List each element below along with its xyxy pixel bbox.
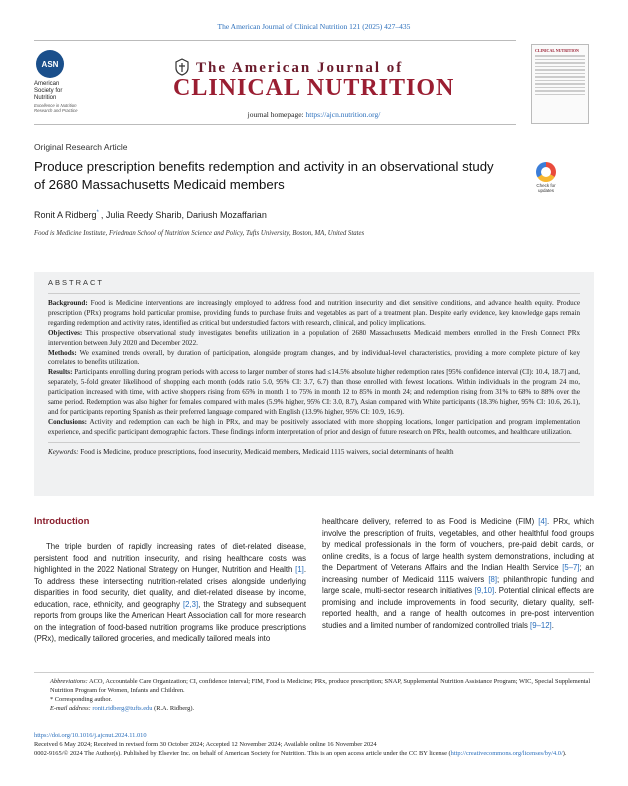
citation-link[interactable]: [2,3]	[182, 599, 199, 609]
journal-name-line1: The American Journal of	[196, 60, 404, 76]
copyright-notice: 0002-9165/© 2024 The Author(s). Published by Elsevier Inc. on behalf of American Society for Nutrition. This is an open access article under the CC BY license (http://creativecommons.org/licenses/by/4.0/).	[34, 750, 567, 757]
license-link[interactable]: http://creativecommons.org/licenses/by/4.0/	[450, 750, 563, 757]
intro-paragraph-1: The triple burden of rapidly increasing rates of diet-related disease, persistent food and nutrition insecurity, and rising healthcare costs was highlighted in the 2022 National Strategy on Hunger, Nutrition and Health [1]. To address these intersecting nutrition-related crises alongside underlying disparities in food security, diet quality, and diet-related disease by income, education, race, ethnicity, and geography [2,3], the Strategy and subsequent reports from groups like the American Heart Association call for more research on the integration of food-based nutrition programs like produce prescriptions (PRx), medically tailored groceries, and medically tailored meals into	[34, 542, 306, 643]
cover-line	[535, 90, 585, 92]
journal-cover-thumbnail[interactable]	[531, 44, 589, 124]
check-updates-icon	[536, 162, 556, 182]
corresponding-author-note: * Corresponding author.	[50, 696, 112, 703]
abstract-heading: ABSTRACT	[48, 278, 580, 294]
journal-name-line2: CLINICAL NUTRITION	[173, 75, 455, 101]
asn-logo-mark: ASN	[36, 50, 64, 78]
body-column-right	[322, 516, 594, 631]
cover-line	[535, 94, 585, 96]
abstract-keywords: Keywords: Food is Medicine, produce prescriptions, food insecurity, Medicaid members, Medicaid 1115 waivers, social determinants of health	[48, 442, 580, 457]
citation-link[interactable]: [4]	[538, 517, 547, 526]
body-column-left	[34, 516, 306, 645]
citation-link[interactable]: [9,10]	[474, 586, 495, 595]
abstract-conclusions: Conclusions: Activity and redemption can each be high in PRx, and may be positively associated with more shopping locations, longer participation and program implementation experience, and specific participant demographic factors. These findings inform interpretation of prior and design of future research on PRx, health outcomes, and healthcare utilization.	[48, 417, 580, 436]
cover-line	[535, 55, 585, 57]
cover-line	[535, 83, 585, 85]
journal-citation[interactable]: The American Journal of Clinical Nutrition 121 (2025) 427–435	[217, 22, 411, 31]
cover-line	[535, 69, 585, 71]
cover-line	[535, 62, 585, 64]
cover-line	[535, 66, 585, 68]
email-footnote: E-mail address: ronit.ridberg@tufts.edu (R.A. Ridberg).	[50, 705, 195, 712]
cover-line	[535, 76, 585, 78]
citation-link[interactable]: [5–7]	[562, 563, 580, 572]
homepage-label: journal homepage:	[247, 110, 306, 119]
publication-info	[34, 731, 594, 758]
abstract-methods: Methods: We examined trends overall, by duration of participation, alongside program changes, and by individual-level characteristics, providing a more complete picture of key correlates to benefits utilization.	[48, 348, 580, 367]
header-divider	[34, 40, 516, 41]
check-updates-label: Check for updates	[536, 183, 556, 193]
asn-name: American Society for Nutrition	[34, 81, 63, 101]
cover-line	[535, 59, 585, 61]
cover-line	[535, 73, 585, 75]
article-title: Produce prescription benefits redemption and activity in an observational study of 2680 Massachusetts Medicaid members	[34, 159, 494, 192]
homepage-link[interactable]: https://ajcn.nutrition.org/	[305, 110, 381, 119]
affiliation: Food is Medicine Institute, Friedman School of Nutrition Science and Policy, Tufts University, Boston, MA, United States	[34, 230, 365, 237]
asn-tagline: Excellence in Nutrition Research and Practice	[34, 103, 78, 113]
abstract-box	[34, 272, 594, 496]
check-for-updates-button[interactable]	[528, 162, 564, 198]
citation-link[interactable]: [8]	[488, 574, 498, 584]
received-dates: Received 6 May 2024; Received in revised form 30 October 2024; Accepted 12 November 2024; Available online 16 November 2024	[34, 741, 377, 748]
author-first[interactable]: Ronit A Ridberg	[34, 210, 97, 220]
citation-link[interactable]: [1]	[295, 565, 304, 574]
cover-line	[535, 87, 585, 89]
author-list: Ronit A Ridberg* , Julia Reedy Sharib, Dariush Mozaffarian	[34, 210, 267, 220]
abstract-results: Results: Participants enrolling during program periods with access to larger number of stores had ≤14.5% absolute higher redemption rates [95% confidence interval (CI): 10.4, 18.7] and, separately, 5-fold greater likelihood of shopping each month (odds ratio 5.0, 95% CI: 3.7, 6.7) than those enrolled with fewest locations. Within individuals in the program 24 mo, participation increased with time, with active shoppers rising from 65% in month 1 to 75% in month 12 to 85% in month 24; and redemption rising from 31% to 68% to 88% over the same period. Redemption was also higher for females compared with males (5.9% higher, 95% CI: 3.0, 8.7), Asian compared with White participants (18.3% higher, 95% CI: 10.6, 26.1), and for participants reporting Spanish as their preferred language compared with English (13.9% higher, 95% CI: 10.9, 16.9).	[48, 368, 581, 416]
abstract-background: Background: Food is Medicine interventions are increasingly employed to address food and nutrition insecurity and diet sensitive conditions, and advance health equity. Produce prescription (PRx) programs hold particular promise, providing funds to purchase fruits and vegetables as part of a treatment plan. Despite early evidence, key knowledge gaps remain regarding redemption and activity rates, identified as critical but understudied factors with research, clinical, and policy implications.	[48, 299, 580, 327]
citation-link[interactable]: [9–12]	[530, 620, 552, 630]
doi-link[interactable]: https://doi.org/10.1016/j.ajcnut.2024.11.010	[34, 732, 147, 739]
author-rest[interactable]: Julia Reedy Sharib, Dariush Mozaffarian	[105, 210, 267, 220]
header-divider	[34, 124, 516, 125]
cover-title: CLINICAL NUTRITION	[535, 48, 579, 53]
section-heading-introduction: Introduction	[34, 516, 90, 527]
corresponding-author-mark[interactable]: *	[96, 210, 99, 216]
email-link[interactable]: ronit.ridberg@tufts.edu	[92, 705, 153, 712]
article-type: Original Research Article	[34, 142, 128, 152]
footnotes	[34, 677, 594, 713]
footnote-divider	[34, 672, 594, 673]
cover-line	[535, 80, 585, 82]
abbreviations-footnote: Abbreviations: ACO, Accountable Care Organization; CI, confidence interval; FIM, Food is Medicine; PRx, produce prescription; SNAP, Supplemental Nutrition Assistance Program; WIC, Special Supplemental Nutrition Program for Women, Infants and Children.	[50, 678, 591, 694]
abstract-objectives: Objectives: This prospective observational study investigates benefits utilization in a population of 2680 Massachusetts Medicaid members enrolled in the Fresh Connect PRx intervention between July 2020 and December 2022.	[48, 328, 580, 347]
intro-paragraph-2: healthcare delivery, referred to as Food is Medicine (FIM) [4]. PRx, which involve the prescription of fruits, vegetables, and other healthful food groups by medical professionals in the form of vouchers, pre-paid debit cards, or online credits, is a focus of large health system demonstrations, including at the Department of Veterans Affairs and the Indian Health Service [5–7]; an increasing number of Medicaid 1115 waivers [8]; philanthropic funding and large scale, multi-sector research initiatives [9,10]. Potential clinical effects are promising and include improvements in food security, dietary quality, self-reported health, and a range of health outcomes in pre-post intervention studies and a limited number of randomized controlled trials [9–12].	[322, 517, 595, 630]
journal-emblem-icon	[174, 58, 190, 76]
